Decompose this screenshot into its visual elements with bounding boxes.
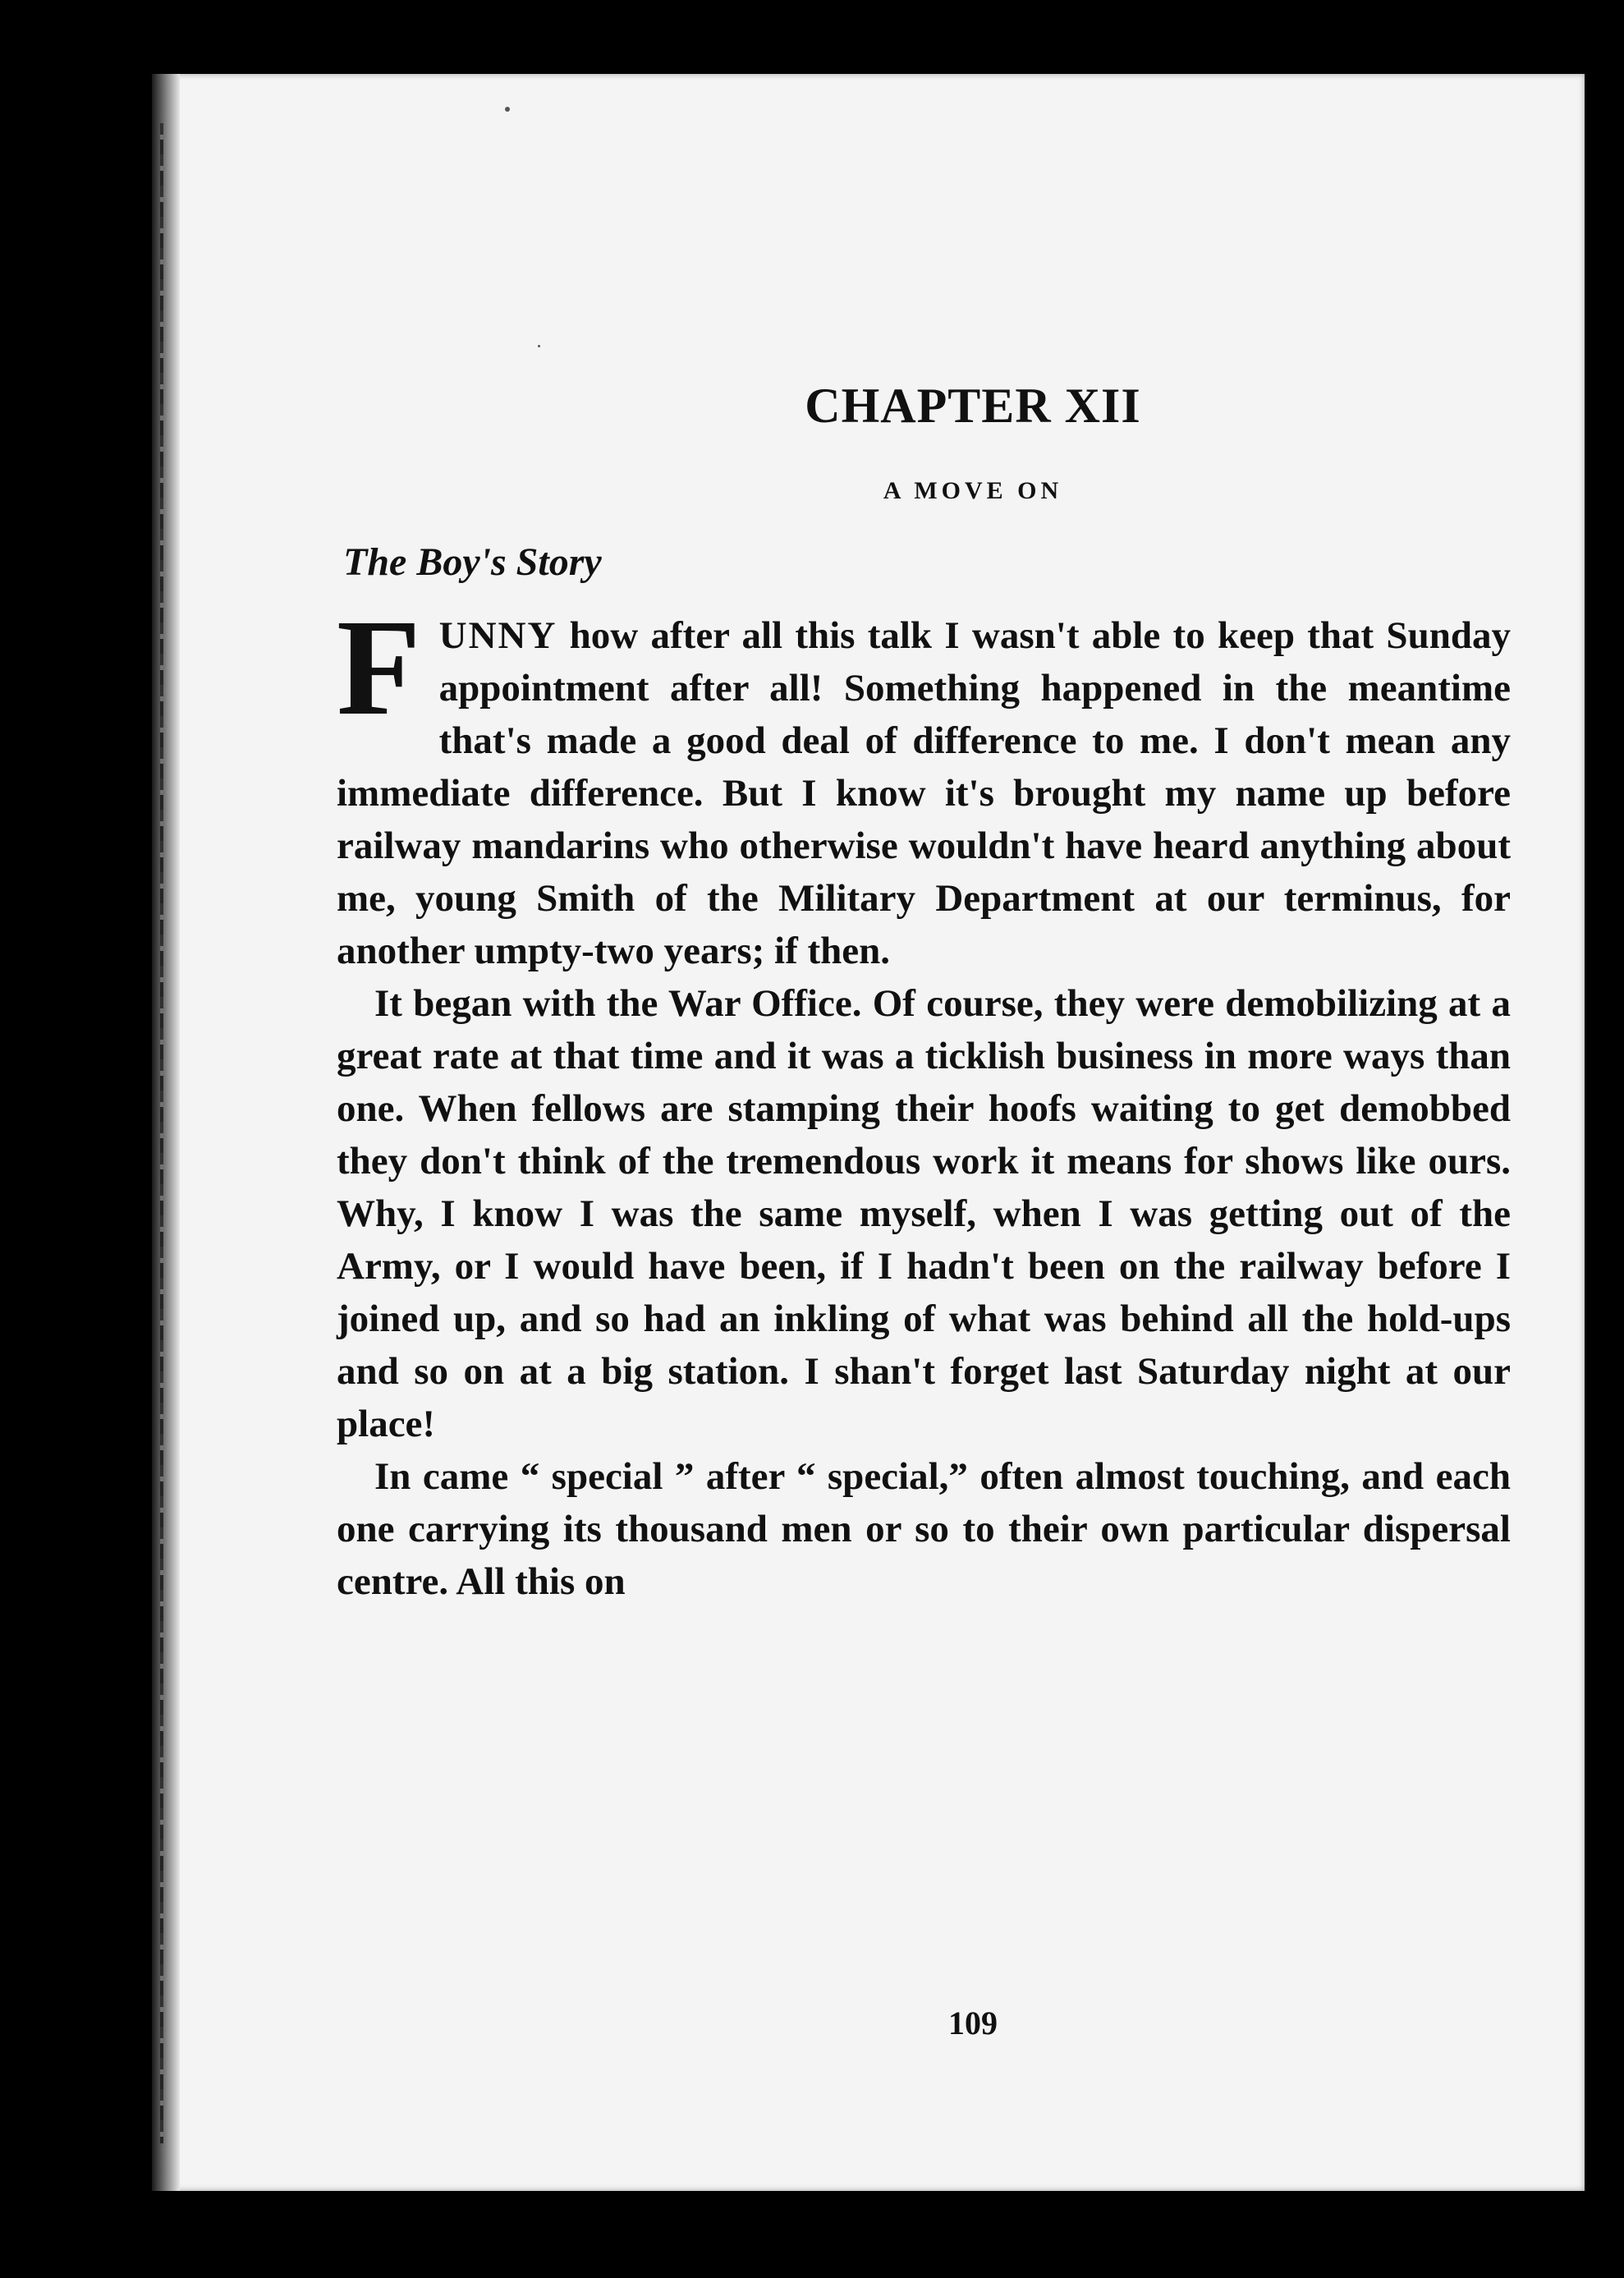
- paragraph: It began with the War Office. Of course, they were demobilizing at a great rate at that time and it was a ticklish business in more ways than one. When fellows are stamping their hoofs waiting to get demobbed they don't think of the tremendous work it means for shows like ours. Why, I know I was the same myself, when I was getting out of the Army, or I would have been, if I hadn't been on the railway before I joined up, and so had an inkling of what was behind all the hold-ups and so on at a big station. I shan't forget last Saturday night at our place!: [337, 982, 1511, 1445]
- binding-edge: [160, 123, 163, 2143]
- paragraph: [337, 591, 1511, 977]
- paragraph: In came “ special ” after “ special,” often almost touching, and each one carrying its thousand men or so to their own particular dispersal centre. All this on: [337, 1455, 1511, 1603]
- page-number: 109: [948, 2005, 998, 2041]
- story-subtitle: The Boy's Story: [343, 540, 602, 584]
- book-page: [152, 74, 1585, 2191]
- drop-cap: F: [337, 591, 421, 744]
- paragraph-text: how after all this talk I wasn't able to keep that Sunday appointment after all! Something happened in the meantime that's made a good deal of difference to me. I don't mean any immediate difference. But I know it's brought my name up before railway mandarins who otherwise wouldn't have heard anything about me, young Smith of the Military Department at our terminus, for another umpty-two years; if then.: [337, 614, 1511, 972]
- opening-word: UNNY: [438, 614, 557, 657]
- scan-speck: [505, 107, 510, 112]
- section-title: A MOVE ON: [883, 477, 1063, 504]
- binding-gutter: [152, 74, 180, 2191]
- scan-speck: [538, 345, 540, 347]
- page-content: [337, 378, 1511, 1608]
- chapter-title: CHAPTER XII: [805, 379, 1141, 433]
- body-text: [337, 591, 1511, 1608]
